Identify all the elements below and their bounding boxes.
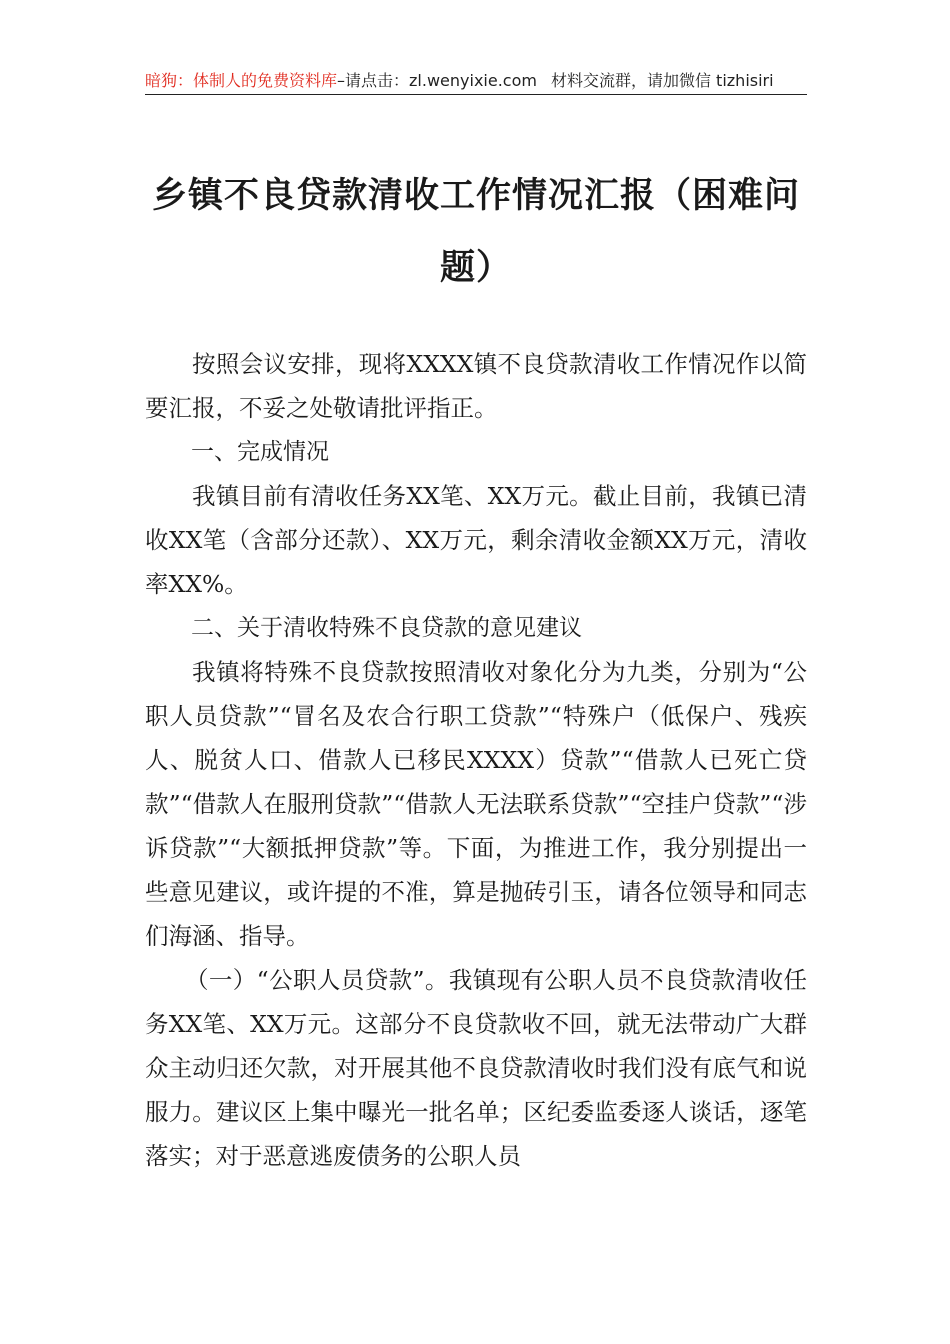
header-click-prefix: –请点击： [337,71,410,90]
title-line-1: 乡镇不良贷款清收工作情况汇报（困难问 [151,175,800,216]
document-title [145,160,807,304]
page-header [145,68,807,95]
completion-paragraph: 我镇目前有清收任务XX笔、XX万元。截止目前，我镇已清收XX笔（含部分还款）、XX万元，剩余清收金额XX万元，清收率XX%。 [145,482,807,598]
categories-paragraph: 我镇将特殊不良贷款按照清收对象化分为九类，分别为“公职人员贷款”“冒名及农合行职工贷款”“特殊户（低保户、残疾人、脱贫人口、借款人已移民XXXX）贷款”“借款人已死亡贷款”“借款人在服刑贷款”“借款人无法联系贷款”“空挂户贷款”“涉诉贷款”“大额抵押贷款”等。下面，为推进工作，我分别提出一些意见建议，或许提的不准，算是抛砖引玉，请各位领导和同志们海涵、指导。 [145,658,807,950]
header-url-link[interactable]: zl.wenyixie.com [409,71,537,90]
intro-paragraph: 按照会议安排，现将XXXX镇不良贷款清收工作情况作以简要汇报，不妥之处敬请批评指正。 [145,350,807,422]
subsection-public-officials-paragraph: （一）“公职人员贷款”。我镇现有公职人员不良贷款清收任务XX笔、XX万元。这部分不良贷款收不回，就无法带动广大群众主动归还欠款，对开展其他不良贷款清收时我们没有底气和说服力。建议区上集中曝光一批名单；区纪委监委逐人谈话，逐笔落实；对于恶意逃废债务的公职人员 [145,966,807,1170]
header-site-label: 暗狗：体制人的免费资料库 [145,71,338,90]
section-heading-suggestions: 二、关于清收特殊不良贷款的意见建议 [191,615,582,641]
title-line-2: 题） [439,247,512,288]
section-heading-completion: 一、完成情况 [191,439,329,465]
header-wechat-note: 材料交流群，请加微信 tizhisiri [550,71,774,90]
document-body [145,342,807,1178]
